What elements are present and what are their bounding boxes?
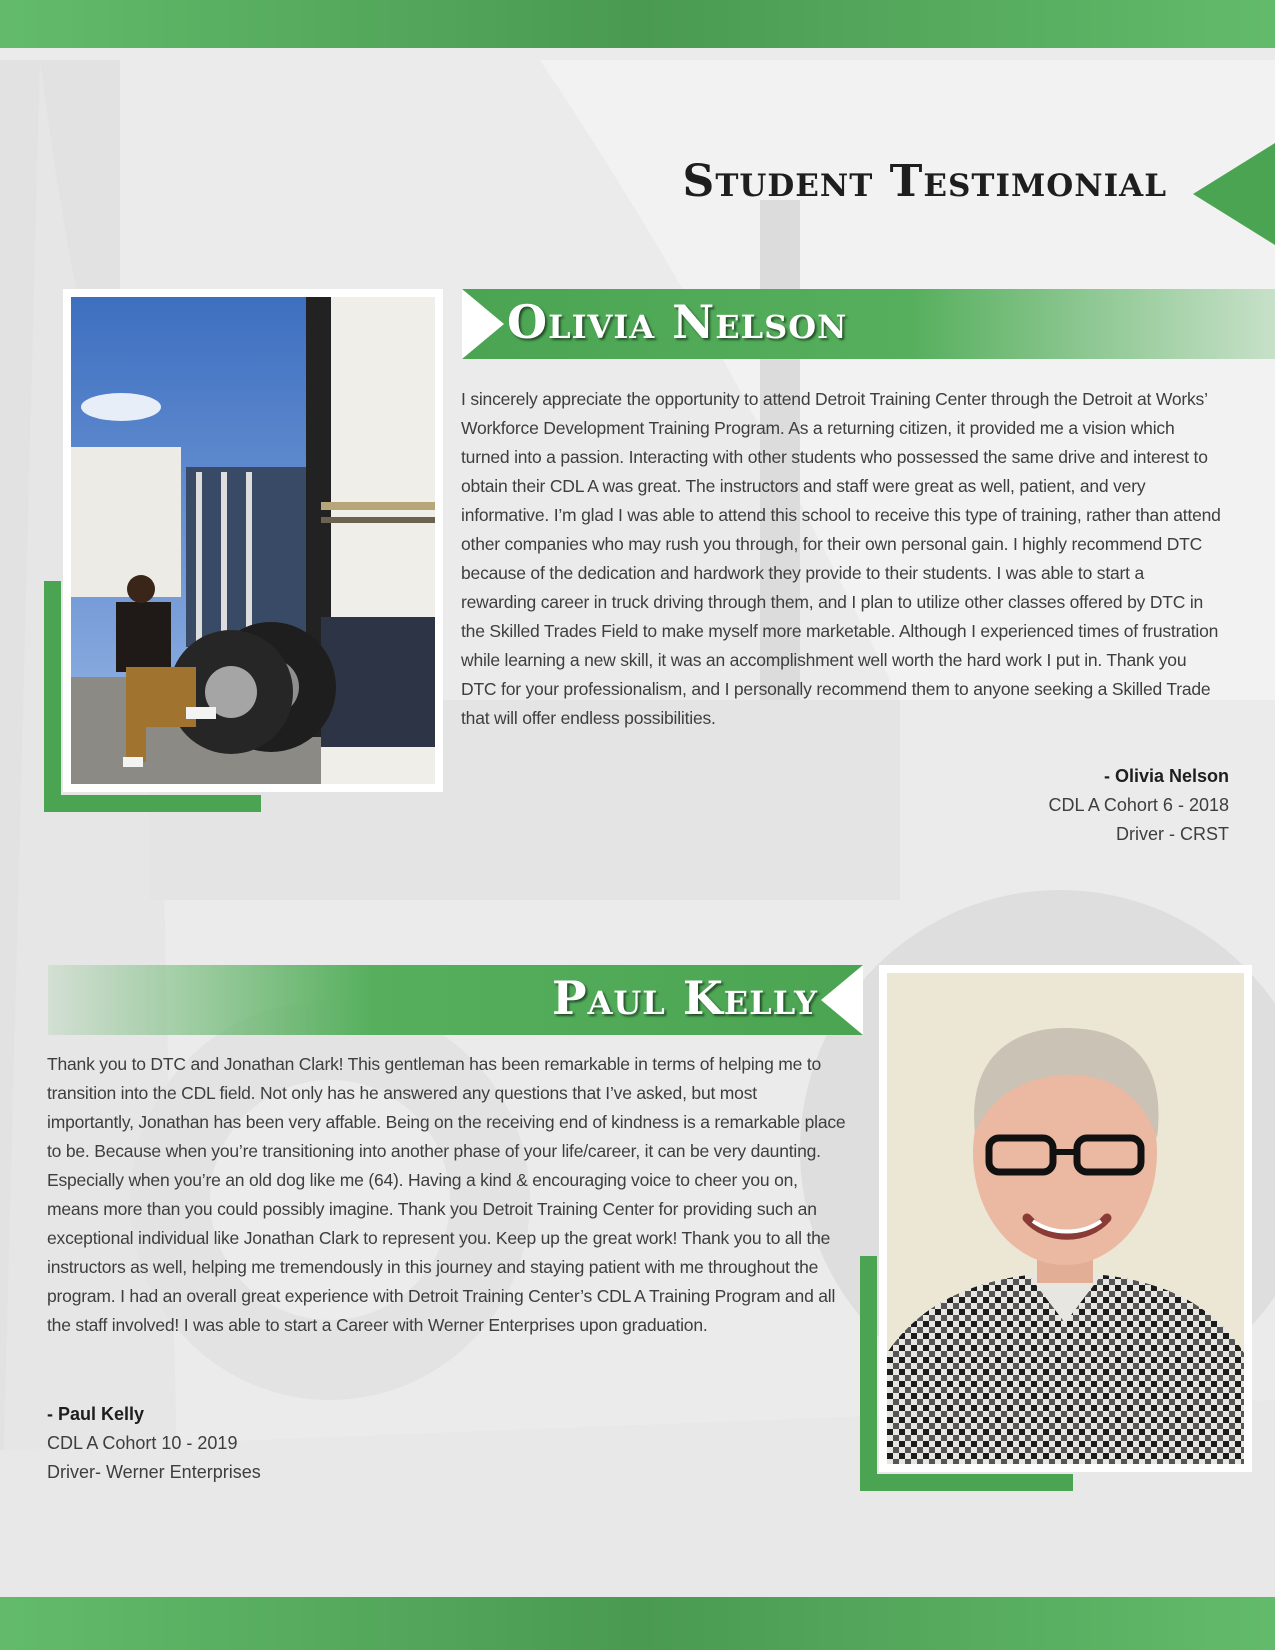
photo-accent-horizontal xyxy=(44,795,261,812)
chevron-left-icon xyxy=(821,965,863,1035)
paul-signature: - Paul Kelly xyxy=(47,1404,145,1424)
olivia-cohort: CDL A Cohort 6 - 2018 xyxy=(1048,795,1229,815)
chevron-right-icon xyxy=(462,289,504,359)
olivia-signature-block xyxy=(869,762,1229,849)
paul-cohort: CDL A Cohort 10 - 2019 xyxy=(47,1433,238,1453)
olivia-name: Olivia Nelson xyxy=(507,295,848,349)
bottom-green-band xyxy=(0,1597,1275,1650)
olivia-testimonial-text: I sincerely appreciate the opportunity to attend Detroit Training Center through the Detroit at Works’ Workforce Development Training Program. As a returning citizen, it provided me a vision which turned into a passion. Interacting with other students who possessed the same drive and interest to obtain their CDL A was great. The instructors and staff were great as well, patient, and very informative. I’m glad I was able to attend this school to receive this type of training, rather than attend other companies who may rush you through, for their own personal gain. I highly recommend DTC because of the dedication and hardwork they provide to their students. I was able to start a rewarding career in truck driving through them, and I plan to utilize other classes offered by DTC in the Skilled Trades Field to make myself more marketable. Although I experienced times of frustration while learning a new skill, it was an accomplishment well worth the hard work I put in. Thank you DTC for your professionalism, and I personally recommend them to anyone seeking a Skilled Trade that will offer endless possibilities. xyxy=(461,389,1221,728)
page-title: Student Testimonial xyxy=(682,156,1167,207)
title-arrow-icon xyxy=(1193,143,1275,245)
paul-photo xyxy=(879,965,1252,1472)
paul-name-header xyxy=(48,965,863,1035)
photo-accent-vertical xyxy=(860,1256,877,1491)
paul-name: Paul Kelly xyxy=(551,971,818,1025)
olivia-name-header xyxy=(462,289,1275,359)
photo-accent-horizontal xyxy=(860,1474,1073,1491)
olivia-role: Driver - CRST xyxy=(1116,824,1229,844)
paul-testimonial-text: Thank you to DTC and Jonathan Clark! This gentleman has been remarkable in terms of helping me to transition into the CDL field. Not only has he answered any questions that I’ve asked, but most importantly, Jonathan has been very affable. Being on the receiving end of kindness is a remarkable place to be. Because when you’re transitioning into another phase of your life/career, it can be very daunting. Especially when you’re an old dog like me (64). Having a kind & encouraging voice to cheer you on, means more than you could possibly imagine. Thank you Detroit Training Center for providing such an exceptional individual like Jonathan Clark to represent you. Keep up the great work! Thank you to all the instructors as well, helping me tremendously in this journey and staying patient with me throughout the program. I had an overall great experience with Detroit Training Center’s CDL A Training Program and all the staff involved! I was able to start a Career with Werner Enterprises upon graduation. xyxy=(47,1054,846,1335)
olivia-signature: - Olivia Nelson xyxy=(1103,766,1229,786)
top-green-band xyxy=(0,0,1275,48)
paul-role: Driver- Werner Enterprises xyxy=(47,1462,261,1482)
olivia-photo xyxy=(63,289,443,792)
photo-accent-vertical xyxy=(44,581,61,812)
paul-signature-block xyxy=(47,1400,407,1487)
